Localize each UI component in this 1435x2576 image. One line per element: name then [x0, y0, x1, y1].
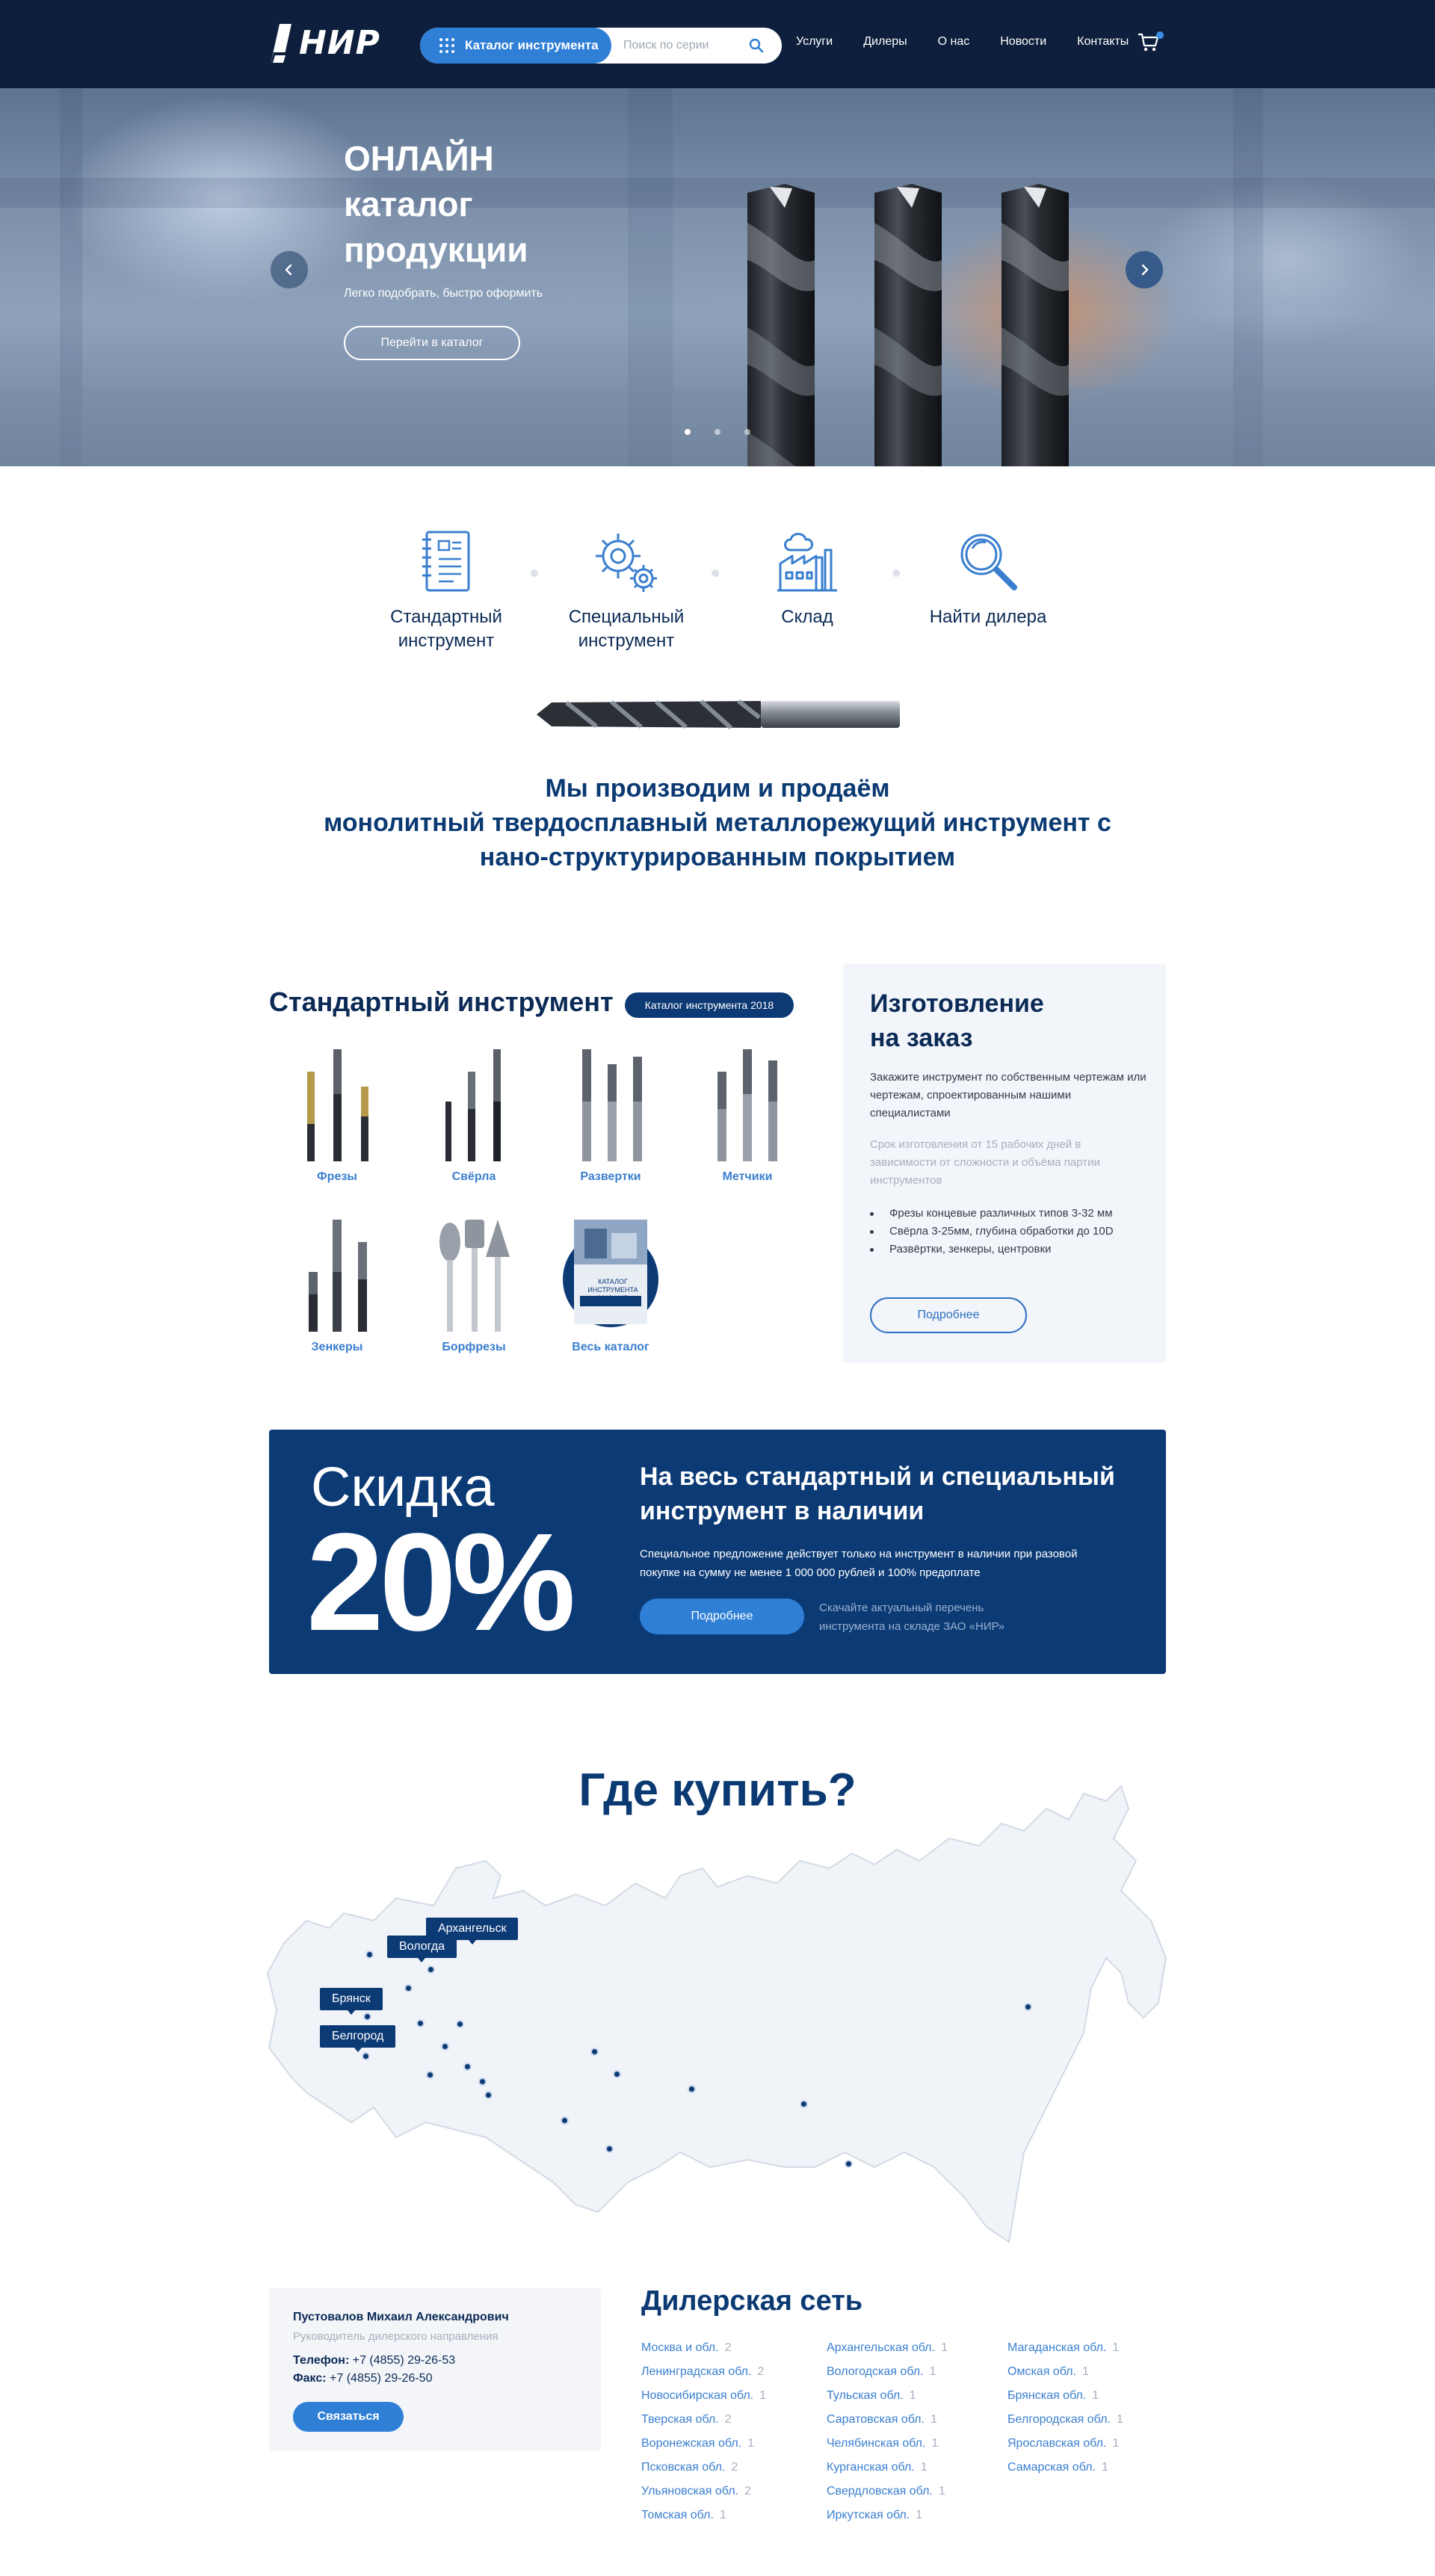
region-count: 2	[724, 2341, 732, 2354]
region-link[interactable]: Москва и обл.	[641, 2341, 719, 2354]
discount-word: Скидка	[311, 1456, 495, 1518]
tool-label: Борфрезы	[442, 1341, 506, 1353]
tool-label: Развертки	[580, 1170, 641, 1183]
cart-badge	[1156, 31, 1164, 39]
catalog-2018-badge[interactable]: Каталог инструмента 2018	[625, 992, 794, 1018]
region-count: 1	[719, 2509, 726, 2521]
map-pin[interactable]	[362, 2052, 370, 2060]
feature-label: Найти дилера	[929, 607, 1047, 627]
cart-button[interactable]	[1137, 30, 1164, 57]
list-item: Развёртки, зенкеры, центровки	[870, 1241, 1154, 1258]
tool-burrs[interactable]	[410, 1220, 537, 1354]
custom-order-title-line: на заказ	[870, 1024, 973, 1052]
discount-details-button[interactable]: Подробнее	[640, 1599, 804, 1634]
region-column	[641, 2336, 766, 2527]
list-item: Фрезы концевые различных типов 3-32 мм	[870, 1205, 1154, 1223]
region-count: 1	[747, 2437, 755, 2450]
discount-download-link[interactable]: Скачайте актуальный перечень инструмента на складе ЗАО «НИР»	[819, 1601, 1005, 1633]
region-count: 2	[744, 2485, 751, 2498]
search-icon[interactable]	[747, 37, 765, 55]
gears-icon	[591, 528, 661, 595]
region-link[interactable]: Вологодская обл.	[827, 2365, 924, 2378]
burrs-image	[429, 1220, 519, 1332]
document-icon	[416, 528, 476, 595]
map-pin[interactable]	[478, 2078, 487, 2086]
standard-section-title: Стандартный инструмент	[269, 986, 614, 1017]
magnifier-icon	[954, 528, 1022, 595]
tool-countersinks[interactable]	[274, 1220, 401, 1354]
mission-statement	[269, 771, 1166, 874]
region-link[interactable]: Псковская обл.	[641, 2461, 726, 2474]
tool-label: Весь каталог	[572, 1341, 649, 1353]
feature-label: Стандартный инструмент	[390, 607, 502, 651]
contact-name: Пустовалов Михаил Александрович	[293, 2311, 509, 2323]
nav-services[interactable]: Услуги	[796, 35, 833, 48]
contact-button[interactable]: Связаться	[293, 2402, 404, 2432]
tool-label: Свёрла	[451, 1170, 496, 1183]
russia-map	[262, 1749, 1173, 2264]
region-link[interactable]: Белгородская обл.	[1007, 2413, 1111, 2426]
where-to-buy-title: Где купить?	[578, 1764, 857, 1816]
region-column	[827, 2336, 948, 2527]
list-item	[827, 2480, 948, 2504]
region-count: 1	[1081, 2365, 1089, 2378]
mission-line: монолитный твердосплавный металлорежущий инструмент с	[324, 809, 1111, 837]
region-count: 1	[938, 2485, 945, 2498]
chevron-left-icon	[283, 263, 296, 277]
region-link[interactable]: Воронежская обл.	[641, 2437, 742, 2450]
region-link[interactable]: Ульяновская обл.	[641, 2485, 738, 2498]
tool-label: Метчики	[722, 1170, 773, 1183]
contact-phone	[293, 2354, 455, 2367]
map-pin[interactable]	[484, 2091, 493, 2099]
drill-3	[1002, 184, 1069, 466]
catalog-cover-text: КАТАЛОГ ИНСТРУМЕНТА 2018 НИР	[587, 1278, 638, 1302]
map-pin[interactable]	[590, 2048, 599, 2056]
region-count: 2	[731, 2461, 738, 2474]
region-count: 1	[759, 2389, 766, 2402]
region-link[interactable]: Ярославская обл.	[1007, 2437, 1107, 2450]
custom-order-text: Закажите инструмент по собственным чертежам или чертежам, спроектированным нашими специалистами	[870, 1071, 1147, 1119]
discount-value: 20%	[306, 1505, 572, 1660]
logo[interactable]	[269, 22, 381, 66]
region-count: 1	[1116, 2413, 1123, 2426]
map-pin[interactable]	[613, 2070, 621, 2078]
russia-map-shape	[268, 1786, 1166, 2242]
slider-dot[interactable]	[685, 429, 691, 435]
list-item	[1007, 2336, 1123, 2360]
list-item	[641, 2432, 766, 2456]
list-item	[827, 2336, 948, 2360]
search-input[interactable]	[623, 34, 743, 58]
map-pin[interactable]	[463, 2063, 472, 2071]
region-link[interactable]: Тверская обл.	[641, 2413, 719, 2426]
list-item	[641, 2480, 766, 2504]
list-item	[641, 2384, 766, 2408]
contact-phone-label: Телефон:	[293, 2354, 350, 2367]
map-pin[interactable]	[416, 2019, 425, 2027]
hero-title-line: продукции	[344, 230, 528, 269]
nav-contacts[interactable]: Контакты	[1077, 35, 1129, 48]
region-count: 1	[1092, 2389, 1099, 2402]
list-item	[641, 2336, 766, 2360]
list-item	[1007, 2384, 1123, 2408]
slider-dot[interactable]	[744, 429, 750, 435]
map-pin[interactable]	[456, 2020, 464, 2028]
drills-set-image	[429, 1049, 519, 1161]
catalog-button[interactable]	[420, 28, 611, 64]
region-count: 2	[757, 2365, 765, 2378]
hero-title-line: ОНЛАЙН	[344, 139, 494, 178]
region-count: 1	[940, 2341, 948, 2354]
region-count: 1	[909, 2389, 916, 2402]
list-item	[827, 2408, 948, 2432]
mission-line: нано-структурированным покрытием	[479, 843, 956, 871]
site-header	[0, 0, 1435, 88]
mills-image	[292, 1049, 382, 1161]
map-pin[interactable]	[605, 2145, 614, 2153]
taps-image	[703, 1049, 792, 1161]
tool-full-catalog[interactable]	[547, 1220, 674, 1354]
city-tag-belgorod[interactable]: Белгород	[320, 2025, 395, 2048]
discount-banner	[269, 1430, 1166, 1674]
region-link[interactable]: Самарская обл.	[1007, 2461, 1096, 2474]
list-item	[641, 2456, 766, 2480]
custom-order-note: Срок изготовления от 15 рабочих дней в зависимости от сложности и объёма партии инструментов	[870, 1138, 1100, 1187]
map-pin[interactable]	[427, 1965, 435, 1974]
list-item	[641, 2360, 766, 2384]
catalog-button-label: Каталог инструмента	[465, 38, 599, 52]
custom-order-card	[843, 964, 1166, 1363]
search-bar	[420, 28, 782, 64]
drill-2	[874, 184, 942, 466]
logo-text: НИР	[299, 24, 380, 62]
slider-next-button[interactable]	[1126, 251, 1163, 288]
drill-1	[747, 184, 815, 466]
region-link[interactable]: Ленинградская обл.	[641, 2365, 752, 2378]
list-item	[641, 2408, 766, 2432]
city-tag-bryansk[interactable]: Брянск	[320, 1988, 383, 2010]
mission-line: Мы производим и продаём	[545, 774, 890, 803]
region-link[interactable]: Курганская обл.	[827, 2461, 915, 2474]
list-item	[1007, 2456, 1123, 2480]
map-pin[interactable]	[1024, 2003, 1032, 2011]
slider-dot[interactable]	[715, 429, 720, 435]
region-count: 1	[1112, 2437, 1120, 2450]
region-count: 1	[916, 2509, 923, 2521]
city-tag-arkhangelsk[interactable]: Архангельск	[426, 1918, 518, 1940]
contact-fax-label: Факс:	[293, 2372, 327, 2385]
region-link[interactable]: Омская обл.	[1007, 2365, 1076, 2378]
tool-reamers[interactable]	[547, 1049, 674, 1184]
factory-icon	[776, 528, 839, 595]
hero-subtitle: Легко подобрать, быстро оформить	[344, 287, 543, 300]
region-link[interactable]: Магаданская обл.	[1007, 2341, 1107, 2354]
feature-label: Склад	[781, 607, 833, 627]
reamers-image	[566, 1049, 655, 1161]
region-count: 1	[930, 2413, 937, 2426]
list-item: Свёрла 3-25мм, глубина обработки до 10D	[870, 1223, 1154, 1241]
feature-warehouse[interactable]	[718, 528, 897, 629]
region-link[interactable]: Свердловская обл.	[827, 2485, 933, 2498]
custom-order-title-line: Изготовление	[870, 989, 1044, 1018]
map-pin[interactable]	[365, 1950, 374, 1959]
region-link[interactable]: Челябинская обл.	[827, 2437, 926, 2450]
map-pin[interactable]	[441, 2042, 449, 2051]
region-count: 1	[1112, 2341, 1120, 2354]
region-link[interactable]: Томская обл.	[641, 2509, 714, 2521]
hero-bg-floor	[0, 387, 1435, 466]
hero-title-line: каталог	[344, 185, 473, 223]
city-tag-vologda[interactable]: Вологда	[387, 1936, 457, 1958]
map-pin[interactable]	[845, 2160, 853, 2168]
region-count: 2	[724, 2413, 732, 2426]
list-item	[827, 2456, 948, 2480]
tool-label: Зенкеры	[311, 1341, 363, 1353]
tool-drills[interactable]	[410, 1049, 537, 1184]
grid-icon	[439, 38, 454, 53]
region-count: 1	[929, 2365, 936, 2378]
region-link[interactable]: Архангельская обл.	[827, 2341, 935, 2354]
contact-phone-value[interactable]: +7 (4855) 29-26-53	[352, 2354, 456, 2367]
region-column	[1007, 2336, 1123, 2480]
slider-dots	[685, 429, 750, 435]
list-item	[827, 2504, 948, 2527]
list-item	[1007, 2408, 1123, 2432]
nav-news[interactable]: Новости	[1000, 35, 1047, 48]
hero-bg-stripe	[0, 178, 1435, 208]
list-item	[827, 2360, 948, 2384]
discount-title: На весь стандартный и специальный инструмент в наличии	[640, 1462, 1115, 1525]
hero-title	[344, 136, 613, 273]
dealer-contact-card	[269, 2288, 601, 2451]
list-item	[827, 2384, 948, 2408]
feature-label: Специальный инструмент	[568, 607, 685, 651]
feature-find-dealer[interactable]	[898, 528, 1078, 629]
region-link[interactable]: Иркутская обл.	[827, 2509, 910, 2521]
drills-image	[732, 178, 1076, 466]
map-pin[interactable]	[800, 2100, 808, 2108]
list-item	[1007, 2432, 1123, 2456]
nav-dealers[interactable]: Дилеры	[863, 35, 907, 48]
logo-mark-icon	[269, 22, 299, 66]
custom-order-details-button[interactable]: Подробнее	[870, 1297, 1027, 1333]
region-link[interactable]: Саратовская обл.	[827, 2413, 925, 2426]
countersinks-image	[292, 1220, 382, 1332]
contact-fax-value: +7 (4855) 29-26-50	[330, 2372, 433, 2385]
feature-standard-tools[interactable]	[357, 528, 536, 653]
custom-order-title	[870, 986, 1124, 1055]
hero-catalog-button[interactable]: Перейти в каталог	[344, 326, 520, 360]
nav-about[interactable]: О нас	[937, 35, 970, 48]
list-item	[827, 2432, 948, 2456]
region-count: 1	[920, 2461, 928, 2474]
main-nav	[796, 35, 1129, 49]
hero-slider	[0, 88, 1435, 466]
discount-text: Специальное предложение действует только на инструмент в наличии при разовой покупке на сумму не менее 1 000 000 рублей и 100% предоплате	[640, 1548, 1078, 1579]
dealer-network-title: Дилерская сеть	[641, 2285, 863, 2317]
drill-illustration	[537, 695, 903, 734]
slider-prev-button[interactable]	[271, 251, 308, 288]
contact-role: Руководитель дилерского направления	[293, 2330, 499, 2343]
region-link[interactable]: Тульская обл.	[827, 2389, 904, 2402]
list-item	[1007, 2360, 1123, 2384]
region-count: 1	[931, 2437, 939, 2450]
catalog-cover-image	[555, 1220, 667, 1332]
chevron-right-icon	[1138, 263, 1151, 277]
tool-taps[interactable]	[684, 1049, 811, 1184]
list-item	[641, 2504, 766, 2527]
region-count: 1	[1101, 2461, 1108, 2474]
map-pin[interactable]	[426, 2071, 434, 2079]
tool-mills[interactable]	[274, 1049, 401, 1184]
region-link[interactable]: Новосибирская обл.	[641, 2389, 754, 2402]
tool-label: Фрезы	[317, 1170, 357, 1183]
map-pin[interactable]	[363, 2013, 371, 2021]
region-link[interactable]: Брянская обл.	[1007, 2389, 1087, 2402]
custom-order-list	[870, 1205, 1154, 1258]
map-pin[interactable]	[404, 1984, 413, 1992]
map-pin[interactable]	[688, 2085, 696, 2093]
contact-fax	[293, 2372, 432, 2385]
feature-special-tools[interactable]	[537, 528, 716, 653]
map-pin[interactable]	[561, 2116, 569, 2125]
